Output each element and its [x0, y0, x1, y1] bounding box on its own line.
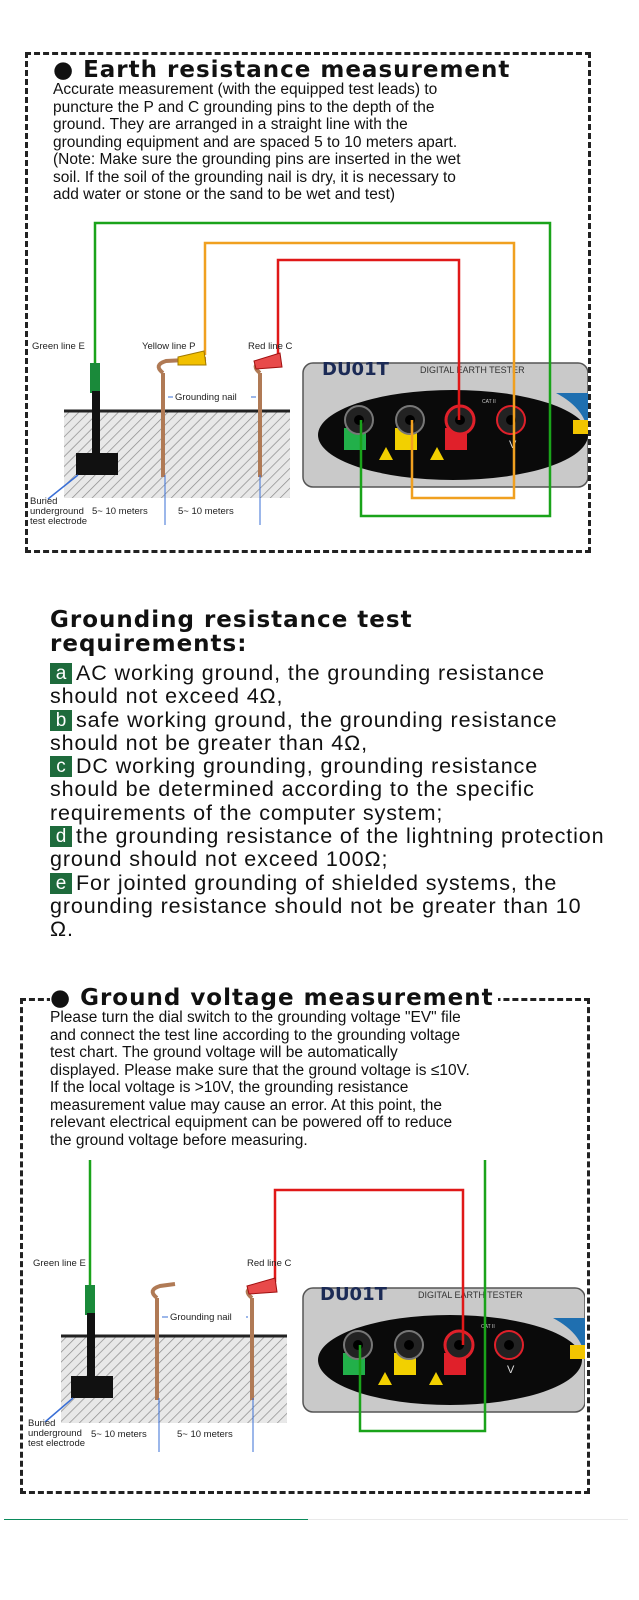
green-clip [85, 1285, 95, 1315]
ground-voltage-text [50, 1009, 585, 1149]
green-clip [90, 363, 100, 393]
list-item [50, 872, 610, 942]
ground-voltage-wiring-diagram [25, 1160, 585, 1490]
earth-tester-device [303, 359, 588, 487]
distance-label-1: 5~ 10 meters [92, 506, 148, 517]
grounding-nail [153, 1284, 175, 1298]
earth-resistance-text [53, 81, 573, 204]
text-line: test chart. The ground voltage will be automatically [50, 1044, 398, 1061]
list-item [50, 662, 610, 709]
text-line: Please turn the dial switch to the grounding voltage "EV" file [50, 1009, 461, 1026]
grounding-nail-label: Grounding nail [170, 1312, 232, 1323]
text-line: and connect the test line according to the grounding voltage [50, 1026, 461, 1044]
device-name: DIGITAL EARTH TESTER [418, 1290, 523, 1300]
device-model: DU01T [322, 359, 389, 380]
cat-label: CAT II [481, 1324, 495, 1330]
buried-label-3: test electrode [28, 1438, 86, 1449]
text-line: If the local voltage is >10V, the grounding resistance [50, 1079, 409, 1096]
cat-label: CAT II [482, 399, 496, 405]
text-line: Accurate measurement (with the equipped test leads) to [53, 81, 438, 98]
badge-d: d [50, 826, 72, 847]
badge-b: b [50, 710, 72, 731]
list-item [50, 709, 610, 756]
electrode-rod [87, 1313, 95, 1378]
item-text: the grounding resistance of the lightning protection ground should not exceed 100Ω; [50, 824, 605, 872]
yellow-line-label: Yellow line P [142, 341, 196, 352]
list-item [50, 755, 610, 825]
badge-c: c [50, 756, 72, 777]
item-text: safe working ground, the grounding resistance should not be greater than 4Ω, [50, 707, 558, 755]
item-text: AC working ground, the grounding resistance should not exceed 4Ω, [50, 661, 545, 709]
red-line-label: Red line C [248, 341, 293, 352]
distance-label-2: 5~ 10 meters [177, 1429, 233, 1440]
red-clip [247, 1278, 277, 1294]
earth-resistance-wiring-diagram [28, 215, 588, 550]
text-line: soil. If the soil of the grounding nail is dry, it is necessary to [53, 168, 456, 186]
divider [308, 1519, 628, 1520]
earth-resistance-title: ● Earth resistance measurement [53, 57, 511, 83]
buried-electrode [71, 1376, 113, 1398]
buried-label-2: underground [28, 1428, 82, 1439]
text-line: the ground voltage before measuring. [50, 1131, 308, 1149]
list-item [50, 825, 610, 872]
electrode-rod [92, 391, 100, 455]
badge-a: a [50, 663, 72, 684]
requirements-list [50, 662, 610, 942]
item-text: For jointed grounding of shielded systems, the grounding resistance should not be greater than 10 Ω. [50, 870, 582, 942]
text-line: ground. They are arranged in a straight line with the [53, 116, 408, 133]
buried-label-3: test electrode [30, 516, 88, 527]
text-line: relevant electrical equipment can be powered off to reduce [50, 1114, 453, 1131]
device-name: DIGITAL EARTH TESTER [420, 365, 525, 375]
distance-label-1: 5~ 10 meters [91, 1429, 147, 1440]
grounding-nail-label: Grounding nail [175, 392, 237, 403]
buried-label-1: Buried [28, 1418, 56, 1429]
device-model: DU01T [320, 1284, 387, 1305]
text-line: add water or stone or the sand to be wet and test) [53, 186, 396, 203]
text-line: grounding equipment and are spaced 5 to 10 meters apart. [53, 133, 458, 151]
distance-label-2: 5~ 10 meters [178, 506, 234, 517]
text-line: (Note: Make sure the grounding pins are inserted in the wet [53, 151, 461, 168]
requirements-title: Grounding resistance test requirements: [50, 607, 413, 657]
green-line-label: Green line E [33, 1258, 86, 1269]
text-line: displayed. Please make sure that the ground voltage is ≤10V. [50, 1061, 470, 1079]
green-line-label: Green line E [32, 341, 85, 352]
v-label: V [509, 439, 517, 451]
ground-voltage-title: ● Ground voltage measurement [50, 985, 498, 1011]
text-line: measurement value may cause an error. At this point, the [50, 1096, 443, 1114]
buried-electrode [76, 453, 118, 475]
text-line: puncture the P and C grounding pins to the depth of the [53, 98, 435, 116]
red-clip [254, 353, 282, 369]
yellow-clip [178, 351, 206, 365]
buried-label-1: Buried [30, 496, 58, 507]
buried-label-2: underground [30, 506, 84, 517]
badge-e: e [50, 873, 72, 894]
red-line-label: Red line C [247, 1258, 292, 1269]
divider [4, 1519, 308, 1520]
earth-tester-device [303, 1284, 585, 1412]
item-text: DC working grounding, grounding resistance should be determined according to the specific requirements of the computer system; [50, 754, 539, 825]
v-label: V [507, 1364, 515, 1376]
